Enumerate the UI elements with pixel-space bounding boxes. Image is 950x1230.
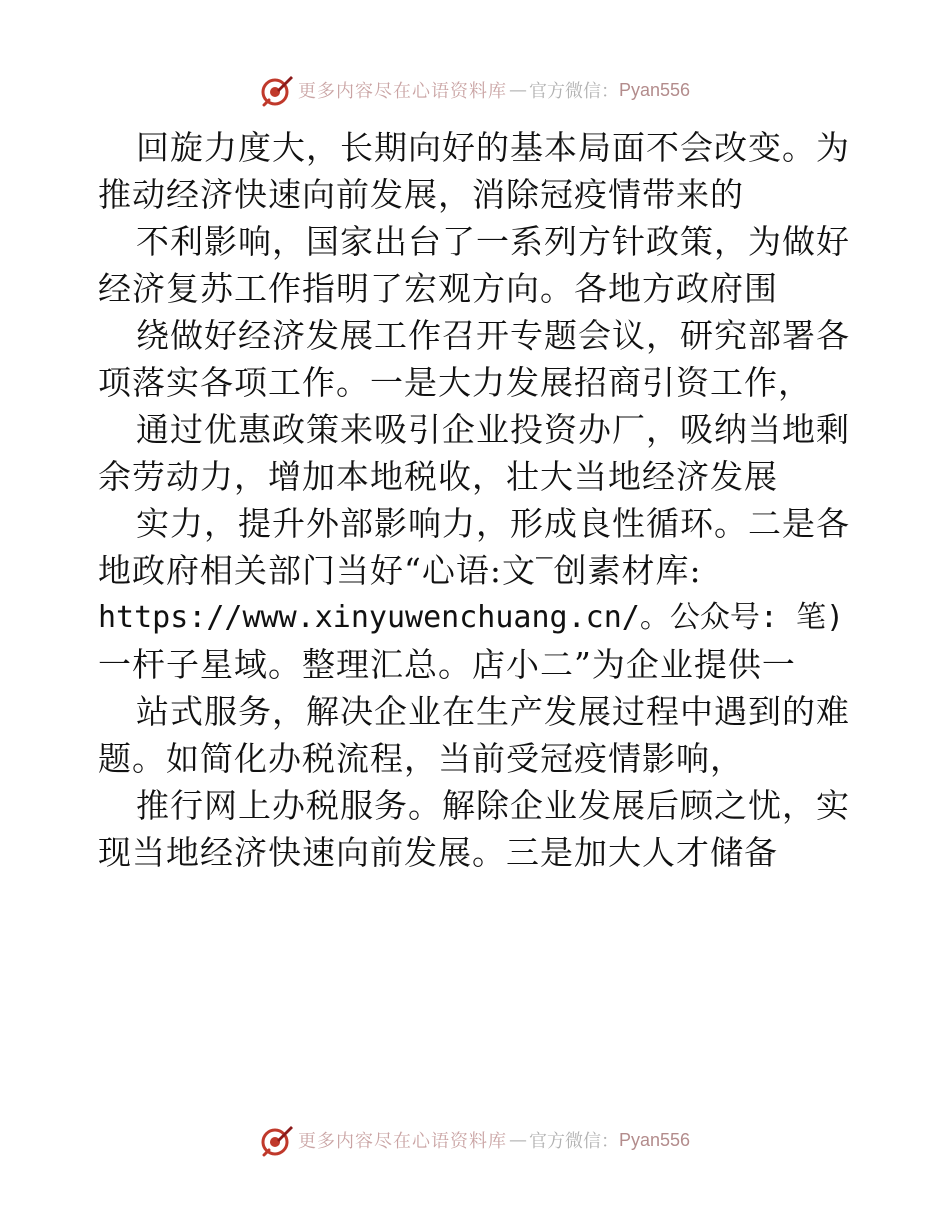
footer-wechat-id: Pyan556 (618, 1129, 691, 1150)
body-line-1: 回旋力度大，长期向好的基本局面不会改变。为 (136, 128, 850, 167)
body-line-6: 项落实各项工作。一是大力发展招商引资工作， (98, 363, 812, 402)
header-wechat-id: Pyan556 (618, 79, 691, 100)
body-line-5: 绕做好经济发展工作召开专题会议，研究部署各 (136, 316, 850, 355)
body-line-15: 推行网上办税服务。解除企业发展后顾之忧，实 (136, 786, 850, 825)
body-line-12: 一杆子星域。整理汇总。店小二”为企业提供一 (98, 645, 796, 684)
header-wechat-label: 官方微信： (528, 81, 619, 102)
body-line-7: 通过优惠政策来吸引企业投资办厂，吸纳当地剩 (136, 410, 850, 449)
body-line-9: 实力，提升外部影响力，形成良性循环。二是各 (136, 504, 850, 543)
document-body (98, 124, 868, 876)
footer-wechat-label: 官方微信： (528, 1131, 619, 1152)
header-watermark (0, 70, 950, 110)
pen-logo-icon (260, 1123, 294, 1157)
body-line-2: 推动经济快速向前发展，消除冠疫情带来的 (98, 175, 744, 214)
body-line-4: 经济复苏工作指明了宏观方向。各地方政府围 (98, 269, 778, 308)
footer-site-text: 更多内容尽在心语资料库 (297, 1131, 507, 1152)
footer-dash: — (508, 1129, 527, 1151)
body-line-13: 站式服务，解决企业在生产发展过程中遇到的难 (136, 692, 850, 731)
footer-watermark (0, 1120, 950, 1160)
body-line-16: 现当地经济快速向前发展。三是加大人才储备 (98, 833, 778, 872)
body-line-10: 地政府相关部门当好“心语:文‾创素材库: (98, 551, 702, 590)
body-line-14: 题。如简化办税流程，当前受冠疫情影响， (98, 739, 744, 778)
body-line-8: 余劳动力，增加本地税收，壮大当地经济发展 (98, 457, 778, 496)
body-line-11: https://www.xinyuwenchuang.cn/。公众号: 笔) (98, 600, 845, 635)
header-site-text: 更多内容尽在心语资料库 (297, 81, 507, 102)
body-line-3: 不利影响，国家出台了一系列方针政策，为做好 (136, 222, 850, 261)
header-dash: — (508, 79, 527, 101)
pen-logo-icon (260, 73, 294, 107)
